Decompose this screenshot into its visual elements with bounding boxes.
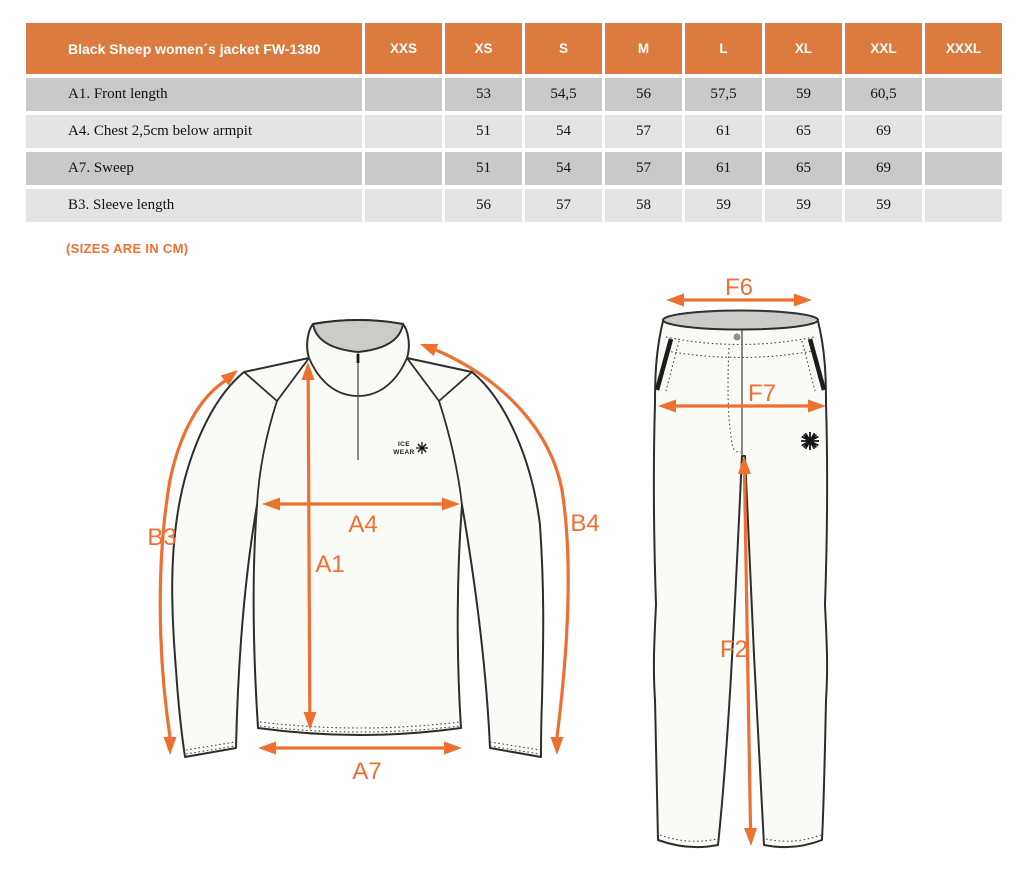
- size-value-cell: 57: [605, 152, 682, 185]
- size-value-cell: [925, 152, 1002, 185]
- size-table-header-row: [26, 23, 1002, 74]
- size-value-cell: 59: [765, 78, 842, 111]
- size-column-header: XXXL: [925, 23, 1002, 74]
- size-value-cell: 58: [605, 189, 682, 222]
- size-value-cell: 60,5: [845, 78, 922, 111]
- size-value-cell: 57: [605, 115, 682, 148]
- row-label: A1. Front length: [26, 78, 362, 111]
- size-value-cell: [925, 189, 1002, 222]
- measurement-label-a4: A4: [348, 511, 378, 538]
- size-value-cell: [925, 115, 1002, 148]
- size-value-cell: 56: [445, 189, 522, 222]
- table-row: [26, 115, 1002, 148]
- measurement-label-b3: B3: [147, 524, 177, 551]
- measurement-diagram: [0, 270, 1033, 888]
- measurement-label-b4: B4: [570, 510, 600, 537]
- size-value-cell: 53: [445, 78, 522, 111]
- size-value-cell: 69: [845, 152, 922, 185]
- pants-outline: [654, 321, 827, 847]
- table-row: [26, 78, 1002, 111]
- size-table-body: [26, 78, 1002, 222]
- measurement-arrow-a7: [258, 742, 462, 755]
- size-value-cell: 61: [685, 115, 762, 148]
- row-label: B3. Sleeve length: [26, 189, 362, 222]
- measurement-label-f2: F2: [719, 636, 749, 663]
- size-value-cell: [365, 78, 442, 111]
- zipper-pull: [357, 354, 360, 363]
- size-value-cell: 69: [845, 115, 922, 148]
- size-value-cell: 65: [765, 152, 842, 185]
- sizes-unit-note: (SIZES ARE IN CM): [66, 241, 189, 256]
- size-value-cell: [365, 189, 442, 222]
- size-value-cell: 57,5: [685, 78, 762, 111]
- size-value-cell: 56: [605, 78, 682, 111]
- size-value-cell: 57: [525, 189, 602, 222]
- snowflake-icon: [801, 432, 819, 450]
- measurement-label-f6: F6: [724, 274, 754, 301]
- table-row: [26, 189, 1002, 222]
- row-label: A4. Chest 2,5cm below armpit: [26, 115, 362, 148]
- table-row: [26, 152, 1002, 185]
- size-table: [23, 19, 1005, 226]
- size-value-cell: 59: [845, 189, 922, 222]
- size-column-header: S: [525, 23, 602, 74]
- size-value-cell: 54: [525, 115, 602, 148]
- size-value-cell: 59: [685, 189, 762, 222]
- size-value-cell: [365, 152, 442, 185]
- size-value-cell: 51: [445, 115, 522, 148]
- row-label: A7. Sweep: [26, 152, 362, 185]
- size-value-cell: 59: [765, 189, 842, 222]
- size-value-cell: [365, 115, 442, 148]
- size-column-header: XXS: [365, 23, 442, 74]
- size-value-cell: [925, 78, 1002, 111]
- size-value-cell: 65: [765, 115, 842, 148]
- pants-drawing: [654, 274, 827, 847]
- size-column-header: XXL: [845, 23, 922, 74]
- product-title: Black Sheep women´s jacket FW-1380: [26, 23, 362, 74]
- measurement-label-a7: A7: [352, 758, 382, 785]
- icewear-logo-line2: WEAR: [393, 449, 415, 456]
- measurement-label-f7: F7: [747, 380, 777, 407]
- measurement-label-a1: A1: [315, 551, 345, 578]
- size-column-header: XS: [445, 23, 522, 74]
- size-column-header: L: [685, 23, 762, 74]
- size-value-cell: 54,5: [525, 78, 602, 111]
- size-value-cell: 51: [445, 152, 522, 185]
- jacket-drawing: [147, 320, 599, 785]
- icewear-logo-line1: ICE: [397, 441, 411, 448]
- size-value-cell: 54: [525, 152, 602, 185]
- waist-button: [734, 334, 741, 341]
- snowflake-icon: [416, 442, 428, 454]
- size-column-header: M: [605, 23, 682, 74]
- size-column-header: XL: [765, 23, 842, 74]
- size-value-cell: 61: [685, 152, 762, 185]
